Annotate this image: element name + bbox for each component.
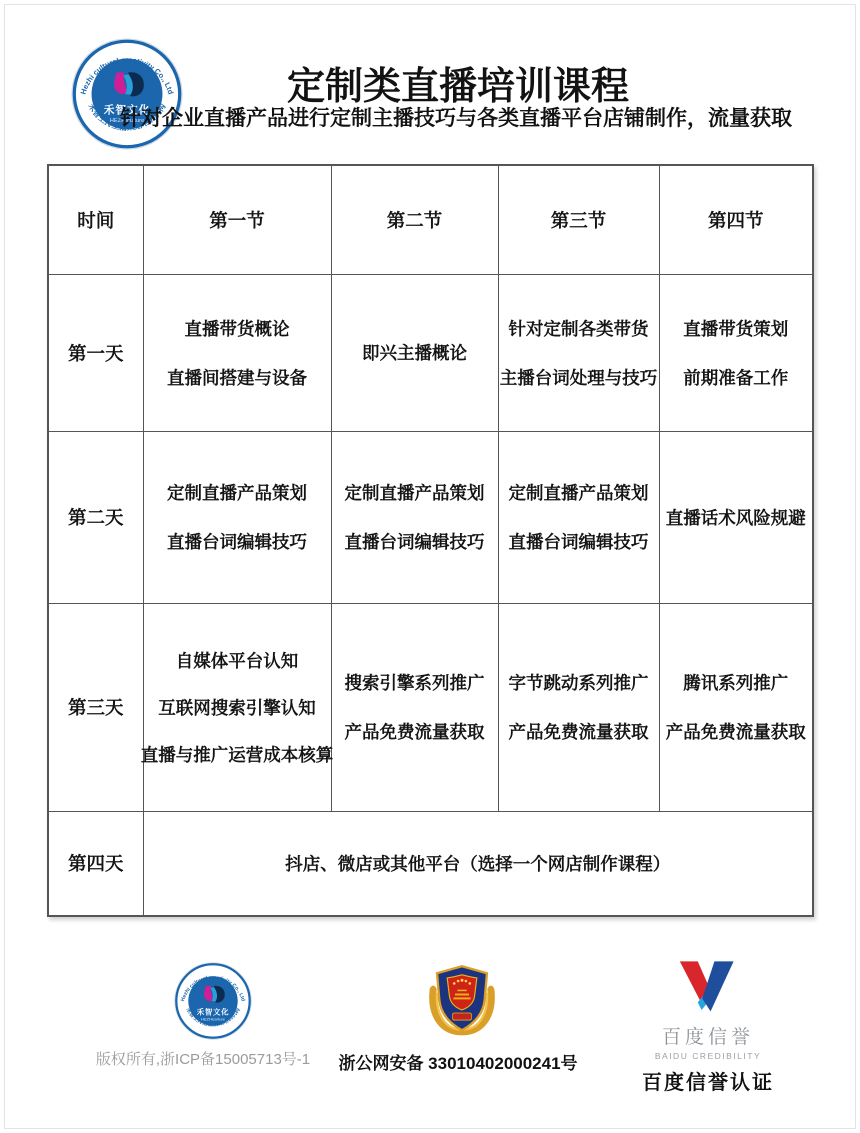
cell-line: 直播台词编辑技巧 [167, 532, 307, 552]
cell-line: 自媒体平台认知 [175, 650, 299, 671]
cell-day3-s4 [659, 603, 813, 811]
police-filing-text: 浙公网安备 33010402000241号 [338, 1054, 578, 1073]
row-label-day3: 第三天 [48, 603, 143, 811]
cell-day2-s4 [659, 431, 813, 603]
cell-line: 产品免费流量获取 [665, 722, 806, 742]
course-schedule-table [47, 164, 814, 917]
cell-line: 直播台词编辑技巧 [344, 532, 485, 552]
cell-line: 主播台词处理与技巧 [499, 367, 658, 388]
cell-line: 直播话术风险规避 [665, 507, 806, 528]
police-badge-icon [423, 956, 501, 1042]
cell-day2-s2 [331, 431, 498, 603]
baidu-credibility-block [618, 958, 798, 1095]
table-row-day1 [48, 274, 813, 431]
table-row-day4 [48, 811, 813, 916]
cell-line: 直播间搭建与设备 [167, 367, 307, 388]
cell-day2-s1 [143, 431, 331, 603]
col-header-time: 时间 [48, 165, 143, 274]
cell-line: 字节跳动系列推广 [508, 673, 649, 693]
baidu-credibility-v-icon [676, 958, 740, 1016]
col-header-session3: 第三节 [498, 165, 659, 274]
cell-day3-s2 [331, 603, 498, 811]
cell-day4-all [143, 811, 813, 916]
header-row [48, 165, 813, 274]
row-label-day4: 第四天 [48, 811, 143, 916]
cell-day3-s1 [140, 603, 334, 811]
cell-line: 定制直播产品策划 [344, 483, 485, 503]
cell-day2-s3 [498, 431, 659, 603]
cell-line: 抖店、微店或其他平台（选择一个网店制作课程） [285, 853, 671, 874]
row-label-day1: 第一天 [48, 274, 143, 431]
table-row-day3 [48, 603, 813, 811]
cell-line: 产品免费流量获取 [344, 722, 485, 742]
cell-day1-s1 [143, 274, 331, 431]
cell-line: 直播台词编辑技巧 [508, 532, 649, 552]
cell-line: 互联网搜索引擎认知 [158, 697, 316, 718]
cell-line: 前期准备工作 [683, 367, 789, 388]
cell-line: 搜索引擎系列推广 [344, 673, 485, 693]
cell-line: 产品免费流量获取 [508, 722, 649, 742]
cell-line: 定制直播产品策划 [508, 483, 649, 503]
page-title: 定制类直播培训课程 [286, 66, 629, 108]
cell-line: 定制直播产品策划 [167, 483, 307, 503]
cell-day1-s3 [498, 274, 659, 431]
col-header-session2: 第二节 [331, 165, 498, 274]
cell-day1-s4 [659, 274, 813, 431]
row-label-day2: 第二天 [48, 431, 143, 603]
cell-line: 腾讯系列推广 [683, 673, 789, 693]
baidu-brand-text: 百度信誉 [661, 1027, 754, 1048]
cell-line: 直播带货策划 [683, 318, 789, 339]
table-row-day2 [48, 431, 813, 603]
cell-day3-s3 [498, 603, 659, 811]
cell-line: 直播与推广运营成本核算 [140, 744, 334, 765]
baidu-brand-en-text: BAIDU CREDIBILITY [654, 1051, 762, 1061]
baidu-certified-text: 百度信誉认证 [642, 1072, 774, 1094]
hezhi-culture-logo-footer [174, 962, 252, 1040]
cell-line: 直播带货概论 [184, 318, 290, 339]
cell-line: 即兴主播概论 [362, 343, 467, 363]
col-header-session1: 第一节 [143, 165, 331, 274]
copyright-text: 版权所有,浙ICP备15005713号-1 [95, 1051, 311, 1068]
cell-line: 针对定制各类带货 [508, 318, 649, 339]
page-subtitle: 针对企业直播产品进行定制主播技巧与各类直播平台店铺制作，流量获取 [120, 107, 792, 130]
col-header-session4: 第四节 [659, 165, 813, 274]
cell-day1-s2 [331, 274, 498, 431]
